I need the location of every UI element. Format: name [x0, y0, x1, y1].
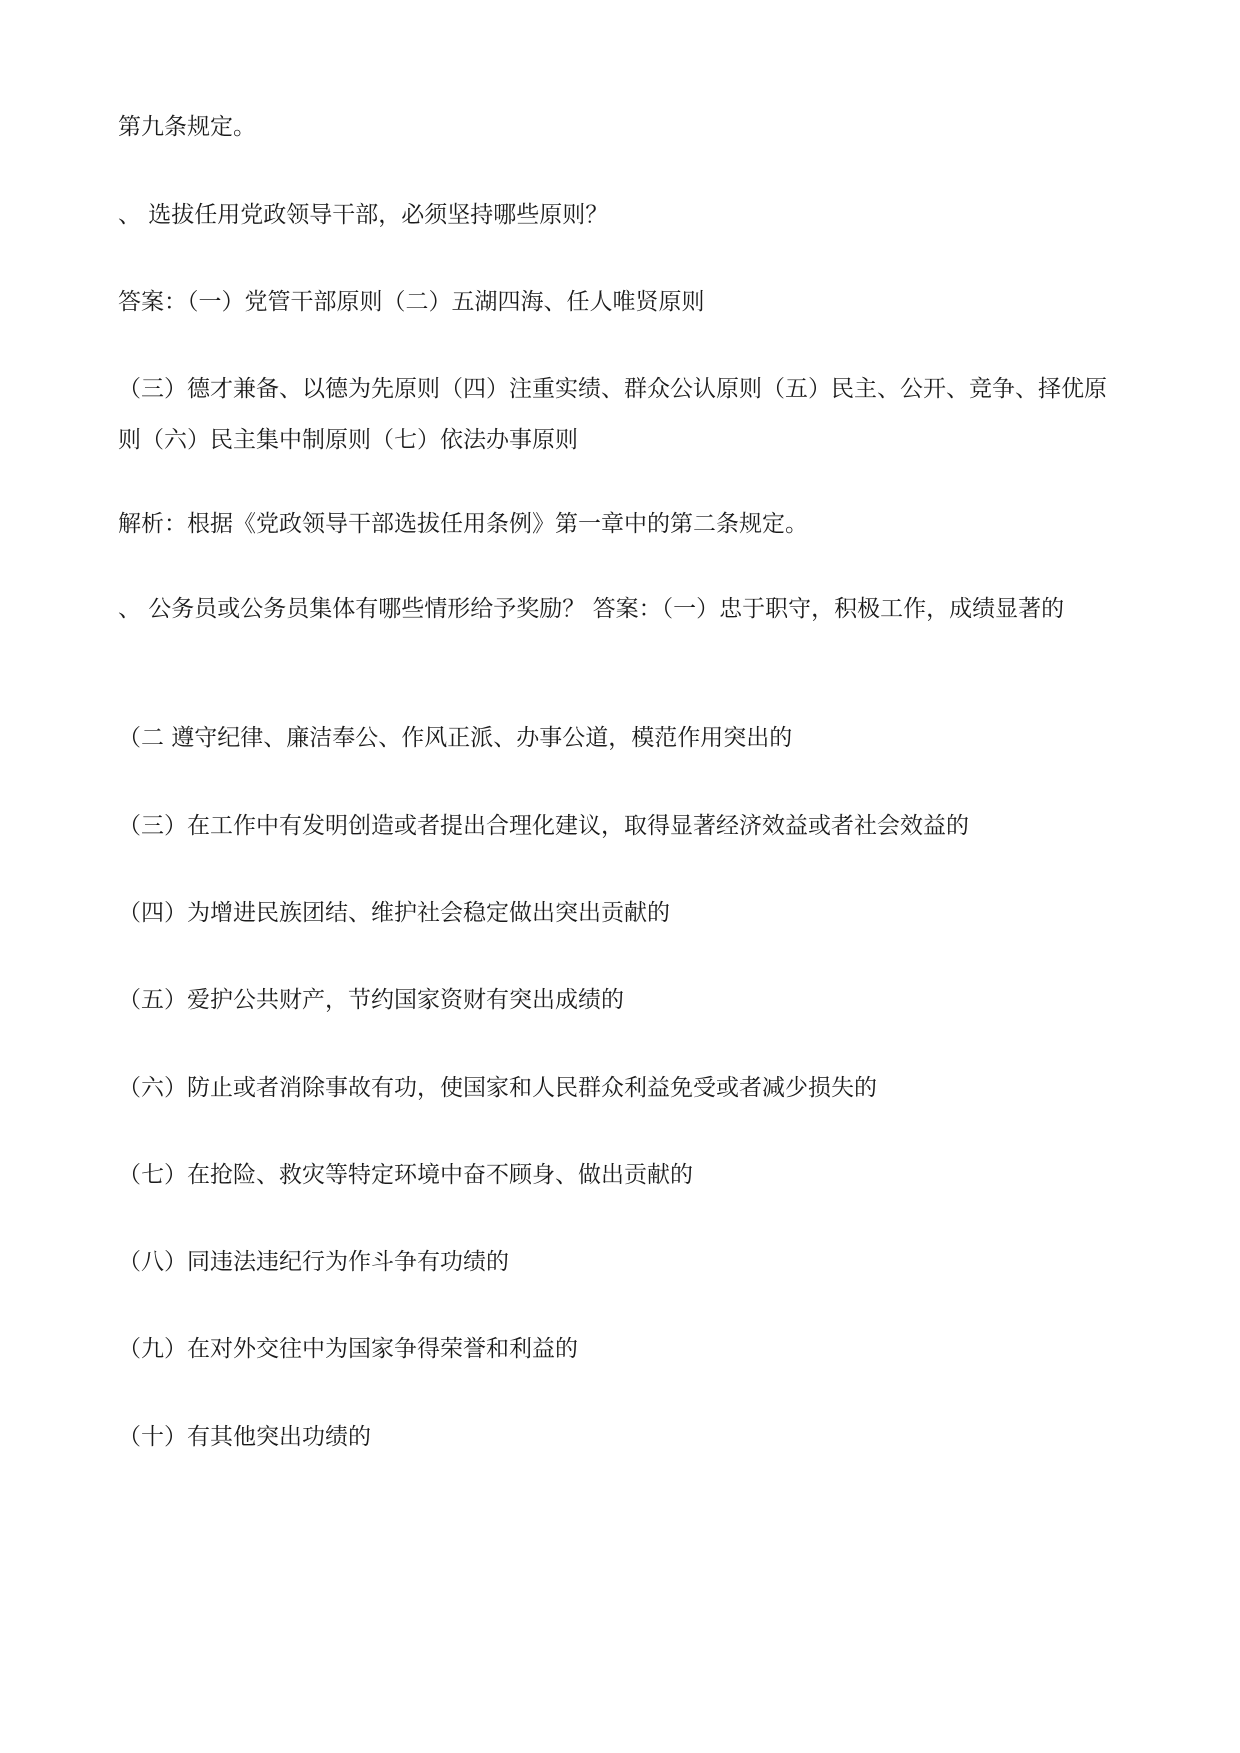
- list-item: （三）在工作中有发明创造或者提出合理化建议，取得显著经济效益或者社会效益的: [118, 813, 969, 839]
- list-item: （七）在抢险、救灾等特定环境中奋不顾身、做出贡献的: [118, 1162, 693, 1188]
- answer-line: 答案：（一）党管干部原则（二）五湖四海、任人唯贤原则: [118, 289, 705, 315]
- list-item: （四）为增进民族团结、维护社会稳定做出突出贡献的: [118, 900, 670, 926]
- list-item: （十）有其他突出功绩的: [118, 1424, 371, 1450]
- list-item: （八）同违法违纪行为作斗争有功绩的: [118, 1249, 509, 1275]
- question-answer-line: 、 公务员或公务员集体有哪些情形给予奖励？ 答案：（一）忠于职守，积极工作，成绩显著的: [118, 596, 1065, 622]
- list-item: （九）在对外交往中为国家争得荣誉和利益的: [118, 1336, 578, 1362]
- list-item: （五）爱护公共财产，节约国家资财有突出成绩的: [118, 987, 624, 1013]
- text-line: 第九条规定。: [118, 114, 256, 140]
- question-line: 、 选拔任用党政领导干部，必须坚持哪些原则？: [118, 202, 609, 228]
- answer-continuation: （三）德才兼备、以德为先原则（四）注重实绩、群众公认原则（五）民主、公开、竞争、择优原则（六）民主集中制原则（七）依法办事原则: [118, 376, 1107, 453]
- list-item: （六）防止或者消除事故有功，使国家和人民群众利益免受或者减少损失的: [118, 1075, 877, 1101]
- list-item: （二 遵守纪律、廉洁奉公、作风正派、办事公道，模范作用突出的: [118, 725, 793, 751]
- analysis-line: 解析：根据《党政领导干部选拔任用条例》第一章中的第二条规定。: [118, 511, 808, 537]
